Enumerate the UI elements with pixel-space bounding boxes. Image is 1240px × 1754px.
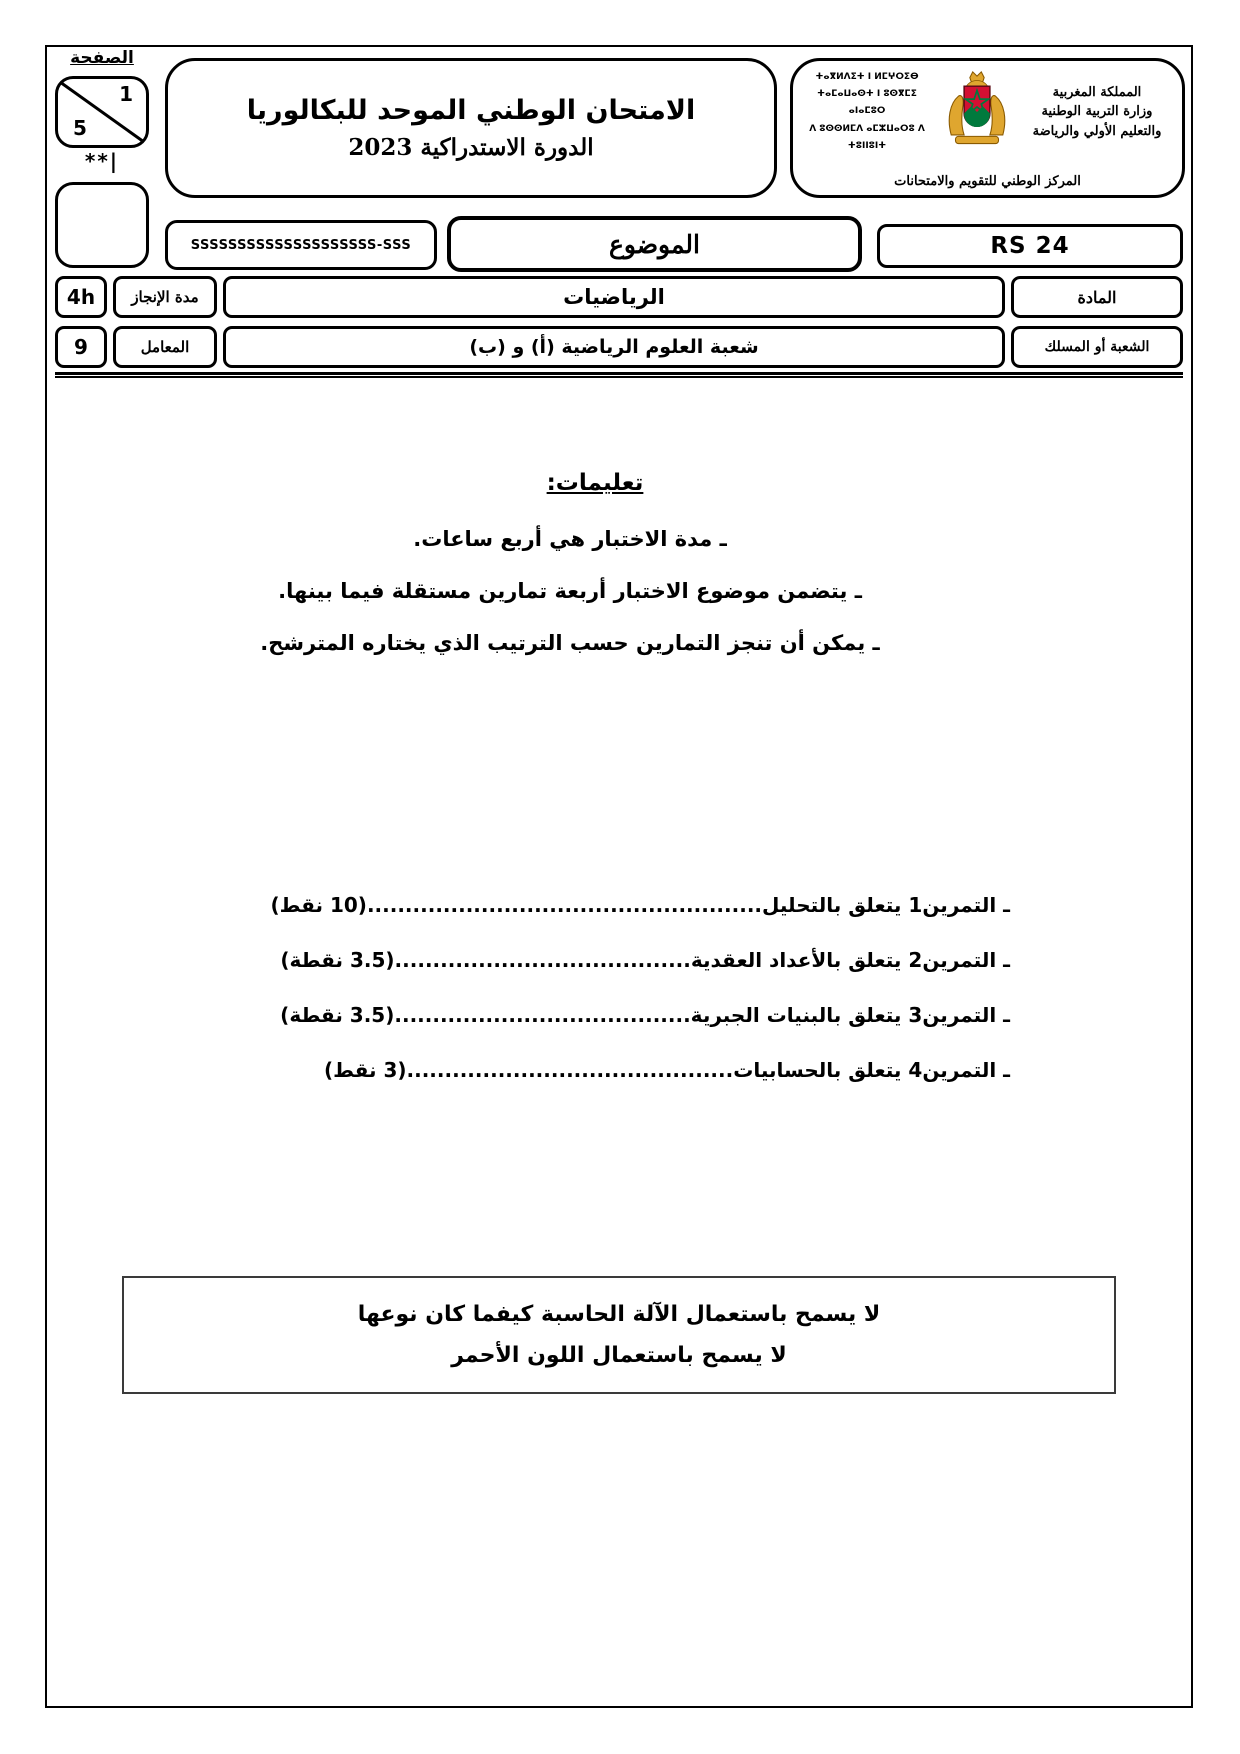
topic-label-box: الموضوع [447,216,862,272]
masked-code-box: SSSSSSSSSSSSSSSSSSSS-SSS [165,220,437,270]
evaluation-center-name: المركز الوطني للتقويم والامتحانات [894,174,1081,189]
ministry-row [803,69,1172,155]
exercise-line: ـ التمرين1 يتعلق بالتحليل....................................................(10 نقط) [270,893,1010,917]
page-counter-box [55,76,149,148]
exam-session: الدورة الاستدراكية 2023 [348,134,594,161]
exercise-line: ـ التمرين2 يتعلق بالأعداد العقدية.......................................(3.5 نقطة) [280,948,1010,972]
page-marks: **| [84,149,120,173]
instructions-list [70,524,1070,680]
page-current: 1 [119,82,133,106]
subject-label: المادة [1011,276,1183,318]
page-counter-label: الصفحة [70,48,134,68]
exercise-list [45,890,1010,1110]
page-total: 5 [73,116,87,140]
morocco-coat-of-arms-icon [941,69,1013,155]
empty-reserved-box [55,182,149,268]
calculator-notice-box [122,1276,1116,1394]
ministry-name-line: والتعليم الأولي والرياضة [1032,123,1162,139]
ministry-tifinagh-text [803,69,931,154]
exercise-line: ـ التمرين4 يتعلق بالحسابيات...........................................(3 نقط) [324,1058,1010,1082]
tifinagh-line: ⵜⴰⴳⵍⴷⵉⵜ ⵏ ⵍⵎⵖⵔⵉⴱ [815,72,919,83]
duration-value: 4h [55,276,107,318]
subject-value: الرياضيات [223,276,1005,318]
coefficient-label: المعامل [113,326,217,368]
instructions-heading [95,470,1095,496]
reference-code-box: RS 24 [877,224,1183,268]
notice-line-red-ink: لا يسمح باستعمال اللون الأحمر [451,1343,787,1368]
exam-title: الامتحان الوطني الموحد للبكالوريا [246,95,696,126]
instruction-line: ـ يمكن أن تنجز التمارين حسب الترتيب الذي يختاره المترشح. [260,631,880,655]
notice-line-calculator: لا يسمح باستعمال الآلة الحاسبة كيفما كان نوعها [357,1302,881,1327]
kingdom-name: المملكة المغربية [1052,84,1142,100]
duration-label: مدة الإنجاز [113,276,217,318]
instructions-heading-text: تعليمات: [546,470,644,496]
ministry-box [790,58,1185,198]
exam-title-box [165,58,777,198]
instruction-line: ـ مدة الاختبار هي أربع ساعات. [413,527,727,551]
tifinagh-line: ⵜⴰⵎⴰⵡⴰⵙⵜ ⵏ ⵓⵙⴳⵎⵉ ⴰⵏⴰⵎⵓⵔ [817,89,917,117]
tifinagh-line: ⴷ ⵓⵙⵙⵍⵎⴷ ⴰⵎⵣⵡⴰⵔⵓ ⴷ ⵜⵓⵏⵏⵓⵏⵜ [809,123,925,151]
branch-label: الشعبة أو المسلك [1011,326,1183,368]
header-separator-rule [55,372,1183,378]
ministry-name-line: وزارة التربية الوطنية [1041,104,1153,120]
ministry-arabic-text [1022,83,1172,142]
instruction-line: ـ يتضمن موضوع الاختبار أربعة تمارين مستقلة فيما بينها. [278,579,862,603]
coefficient-value: 9 [55,326,107,368]
branch-value: شعبة العلوم الرياضية (أ) و (ب) [223,326,1005,368]
exercise-line: ـ التمرين3 يتعلق بالبنيات الجبرية.......................................(3.5 نقطة) [280,1003,1010,1027]
